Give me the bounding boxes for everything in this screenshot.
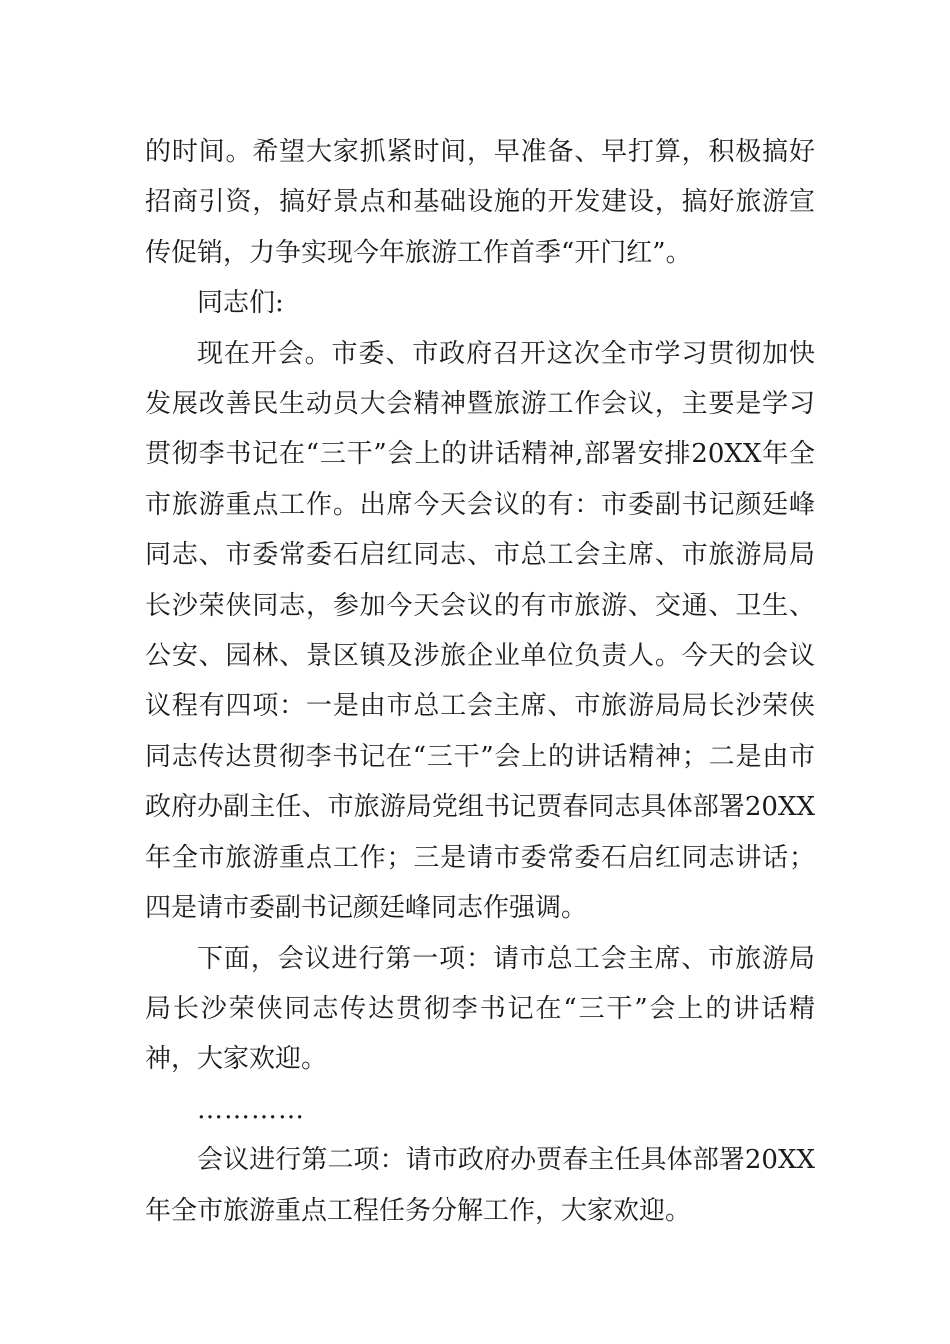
paragraph-meeting-opening: 现在开会。市委、市政府召开这次全市学习贯彻加快发展改善民生动员大会精神暨旅游工作会议，主要是学习贯彻李书记在“三干”会上的讲话精神,部署安排20XX年全市旅游重点工作。出席今天会议的有：市委副书记颜廷峰同志、市委常委石启红同志、市总工会主席、市旅游局局长沙荣侠同志，参加今天会议的有市旅游、交通、卫生、公安、园林、景区镇及涉旅企业单位负责人。今天的会议议程有四项：一是由市总工会主席、市旅游局局长沙荣侠同志传达贯彻李书记在“三干”会上的讲话精神；二是由市政府办副主任、市旅游局党组书记贾春同志具体部署20XX年全市旅游重点工作；三是请市委常委石启红同志讲话；四是请市委副书记颜廷峰同志作强调。 — [145, 338, 815, 924]
paragraph-agenda-item-two: 会议进行第二项：请市政府办贾春主任具体部署20XX年全市旅游重点工程任务分解工作，大家欢迎。 — [145, 1145, 815, 1226]
paragraph-continuation: 的时间。希望大家抓紧时间，早准备、早打算，积极搞好招商引资，搞好景点和基础设施的开发建设，搞好旅游宣传促销，力争实现今年旅游工作首季“开门红”。 — [145, 137, 815, 268]
document-body — [145, 127, 815, 1236]
paragraph-agenda-item-one: 下面，会议进行第一项：请市总工会主席、市旅游局局长沙荣侠同志传达贯彻李书记在“三干”会上的讲话精神，大家欢迎。 — [145, 943, 815, 1075]
paragraph-ellipsis: ………… — [197, 1094, 305, 1125]
paragraph-salutation: 同志们: — [197, 288, 284, 319]
